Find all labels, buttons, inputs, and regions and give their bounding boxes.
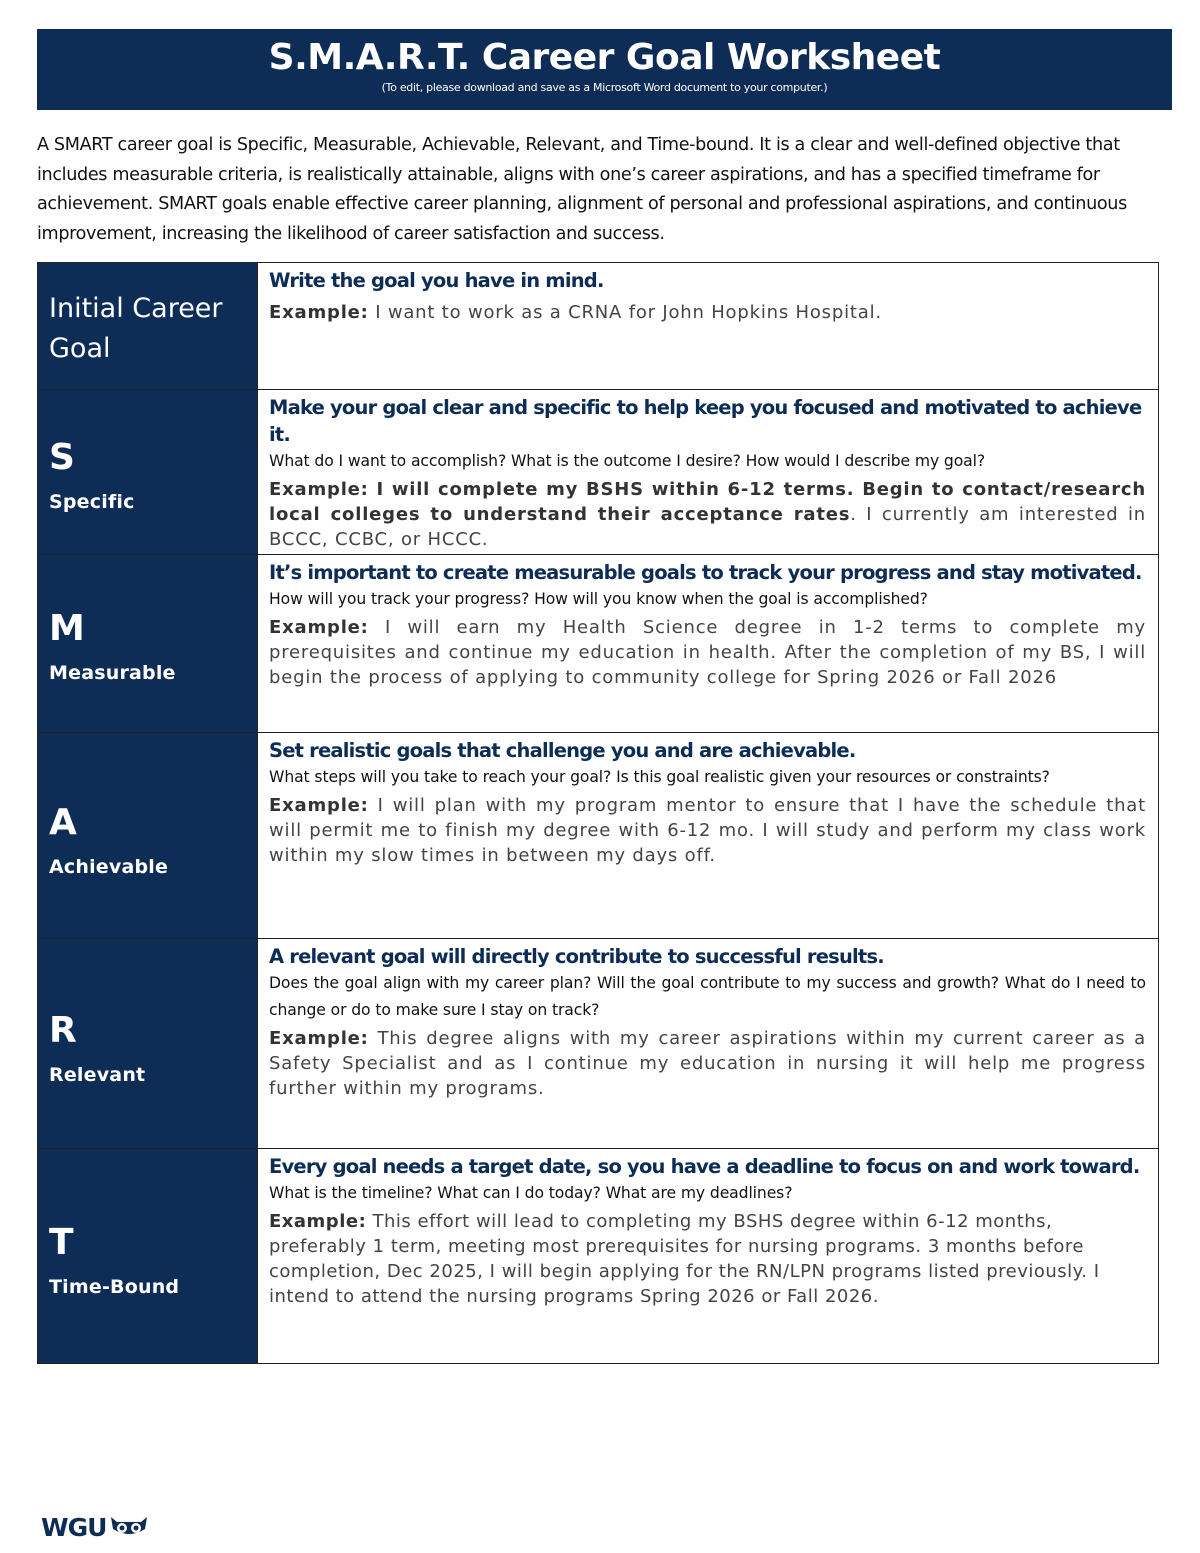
word-specific: Specific bbox=[49, 491, 135, 513]
row-initial-goal bbox=[38, 263, 1158, 390]
letter-t: T bbox=[49, 1222, 74, 1263]
wgu-logo bbox=[41, 1512, 149, 1542]
measurable-example: Example: I will earn my Health Science degree in 1-2 terms to complete my prerequisites and continue my education in health. After the completion of my BS, I will begin the process of applying to community college for Spring 2026 or Fall 2026 bbox=[269, 617, 1146, 688]
timebound-heading: Every goal needs a target date, so you have a deadline to focus on and work toward. bbox=[269, 1155, 1140, 1178]
label-cell-timebound bbox=[38, 1149, 257, 1363]
label-cell-specific bbox=[38, 390, 257, 555]
initial-heading: Write the goal you have in mind. bbox=[269, 269, 604, 292]
letter-m: M bbox=[49, 608, 85, 649]
label-cell-achievable bbox=[38, 733, 257, 939]
page-title: S.M.A.R.T. Career Goal Worksheet bbox=[268, 37, 941, 78]
label-cell-measurable bbox=[38, 555, 257, 733]
word-relevant: Relevant bbox=[49, 1064, 146, 1086]
relevant-question: Does the goal align with my career plan? Will the goal contribute to my success and growth? What do I need to change or do to make sure I stay on track? bbox=[269, 974, 1146, 1019]
title-banner bbox=[37, 29, 1172, 110]
row-achievable bbox=[38, 733, 1158, 939]
label-cell-relevant bbox=[38, 939, 257, 1149]
letter-a: A bbox=[49, 802, 77, 843]
edit-instructions: (To edit, please download and save as a Microsoft Word document to your computer.) bbox=[381, 81, 828, 94]
row-relevant bbox=[38, 939, 1158, 1149]
timebound-question: What is the timeline? What can I do today? What are my deadlines? bbox=[269, 1184, 793, 1202]
content-cell-initial[interactable] bbox=[257, 263, 1158, 390]
word-measurable: Measurable bbox=[49, 662, 176, 684]
word-achievable: Achievable bbox=[49, 856, 169, 878]
specific-heading: Make your goal clear and specific to help keep you focused and motivated to achieve it. bbox=[269, 396, 1142, 446]
measurable-question: How will you track your progress? How will you know when the goal is accomplished? bbox=[269, 590, 928, 608]
initial-example: Example: I want to work as a CRNA for John Hopkins Hospital. bbox=[269, 302, 882, 323]
timebound-example: Example: This effort will lead to completing my BSHS degree within 6-12 months, preferably 1 term, meeting most prerequisites for nursing programs. 3 months before completion, Dec 2025, I will begin applying for the RN/LPN programs listed previously. I intend to attend the nursing programs Spring 2026 or Fall 2026. bbox=[269, 1211, 1100, 1307]
achievable-question: What steps will you take to reach your goal? Is this goal realistic given your resources or constraints? bbox=[269, 768, 1050, 786]
row-timebound bbox=[38, 1149, 1158, 1363]
label-cell-initial bbox=[38, 263, 257, 390]
achievable-heading: Set realistic goals that challenge you and are achievable. bbox=[269, 739, 856, 762]
row-measurable bbox=[38, 555, 1158, 733]
word-timebound: Time-Bound bbox=[49, 1276, 180, 1298]
letter-s: S bbox=[49, 437, 75, 478]
owl-icon bbox=[109, 1513, 149, 1541]
row-specific bbox=[38, 390, 1158, 555]
content-cell-specific[interactable] bbox=[257, 390, 1158, 555]
letter-r: R bbox=[49, 1010, 77, 1051]
content-cell-measurable[interactable] bbox=[257, 555, 1158, 733]
intro-paragraph: A SMART career goal is Specific, Measurable, Achievable, Relevant, and Time-bound. It is a clear and well-defined objective that includes measurable criteria, is realistically attainable, aligns with one’s career aspirations, and has a specified timeframe for achievement. SMART goals enable effective career planning, alignment of personal and professional aspirations, and continuous improvement, increasing the likelihood of career satisfaction and success. bbox=[37, 135, 1127, 244]
specific-question: What do I want to accomplish? What is the outcome I desire? How would I describe my goal? bbox=[269, 452, 986, 470]
content-cell-timebound[interactable] bbox=[257, 1149, 1158, 1363]
relevant-heading: A relevant goal will directly contribute to successful results. bbox=[269, 945, 884, 968]
initial-goal-label: Initial Career Goal bbox=[49, 293, 223, 364]
smart-goal-table bbox=[37, 262, 1159, 1364]
wgu-logo-text: WGU bbox=[41, 1512, 107, 1542]
content-cell-relevant[interactable] bbox=[257, 939, 1158, 1149]
specific-example: Example: I will complete my BSHS within 6-12 terms. Begin to contact/research local colleges to understand their acceptance rates. I currently am interested in BCCC, CCBC, or HCCC. bbox=[269, 479, 1146, 550]
achievable-example: Example: I will plan with my program mentor to ensure that I have the schedule that will permit me to finish my degree with 6-12 mo. I will study and perform my class work within my slow times in between my days off. bbox=[269, 795, 1146, 866]
measurable-heading: It’s important to create measurable goals to track your progress and stay motivated. bbox=[269, 561, 1142, 584]
relevant-example: Example: This degree aligns with my career aspirations within my current career as a Safety Specialist and as I continue my education in nursing it will help me progress further within my programs. bbox=[269, 1028, 1146, 1099]
content-cell-achievable[interactable] bbox=[257, 733, 1158, 939]
